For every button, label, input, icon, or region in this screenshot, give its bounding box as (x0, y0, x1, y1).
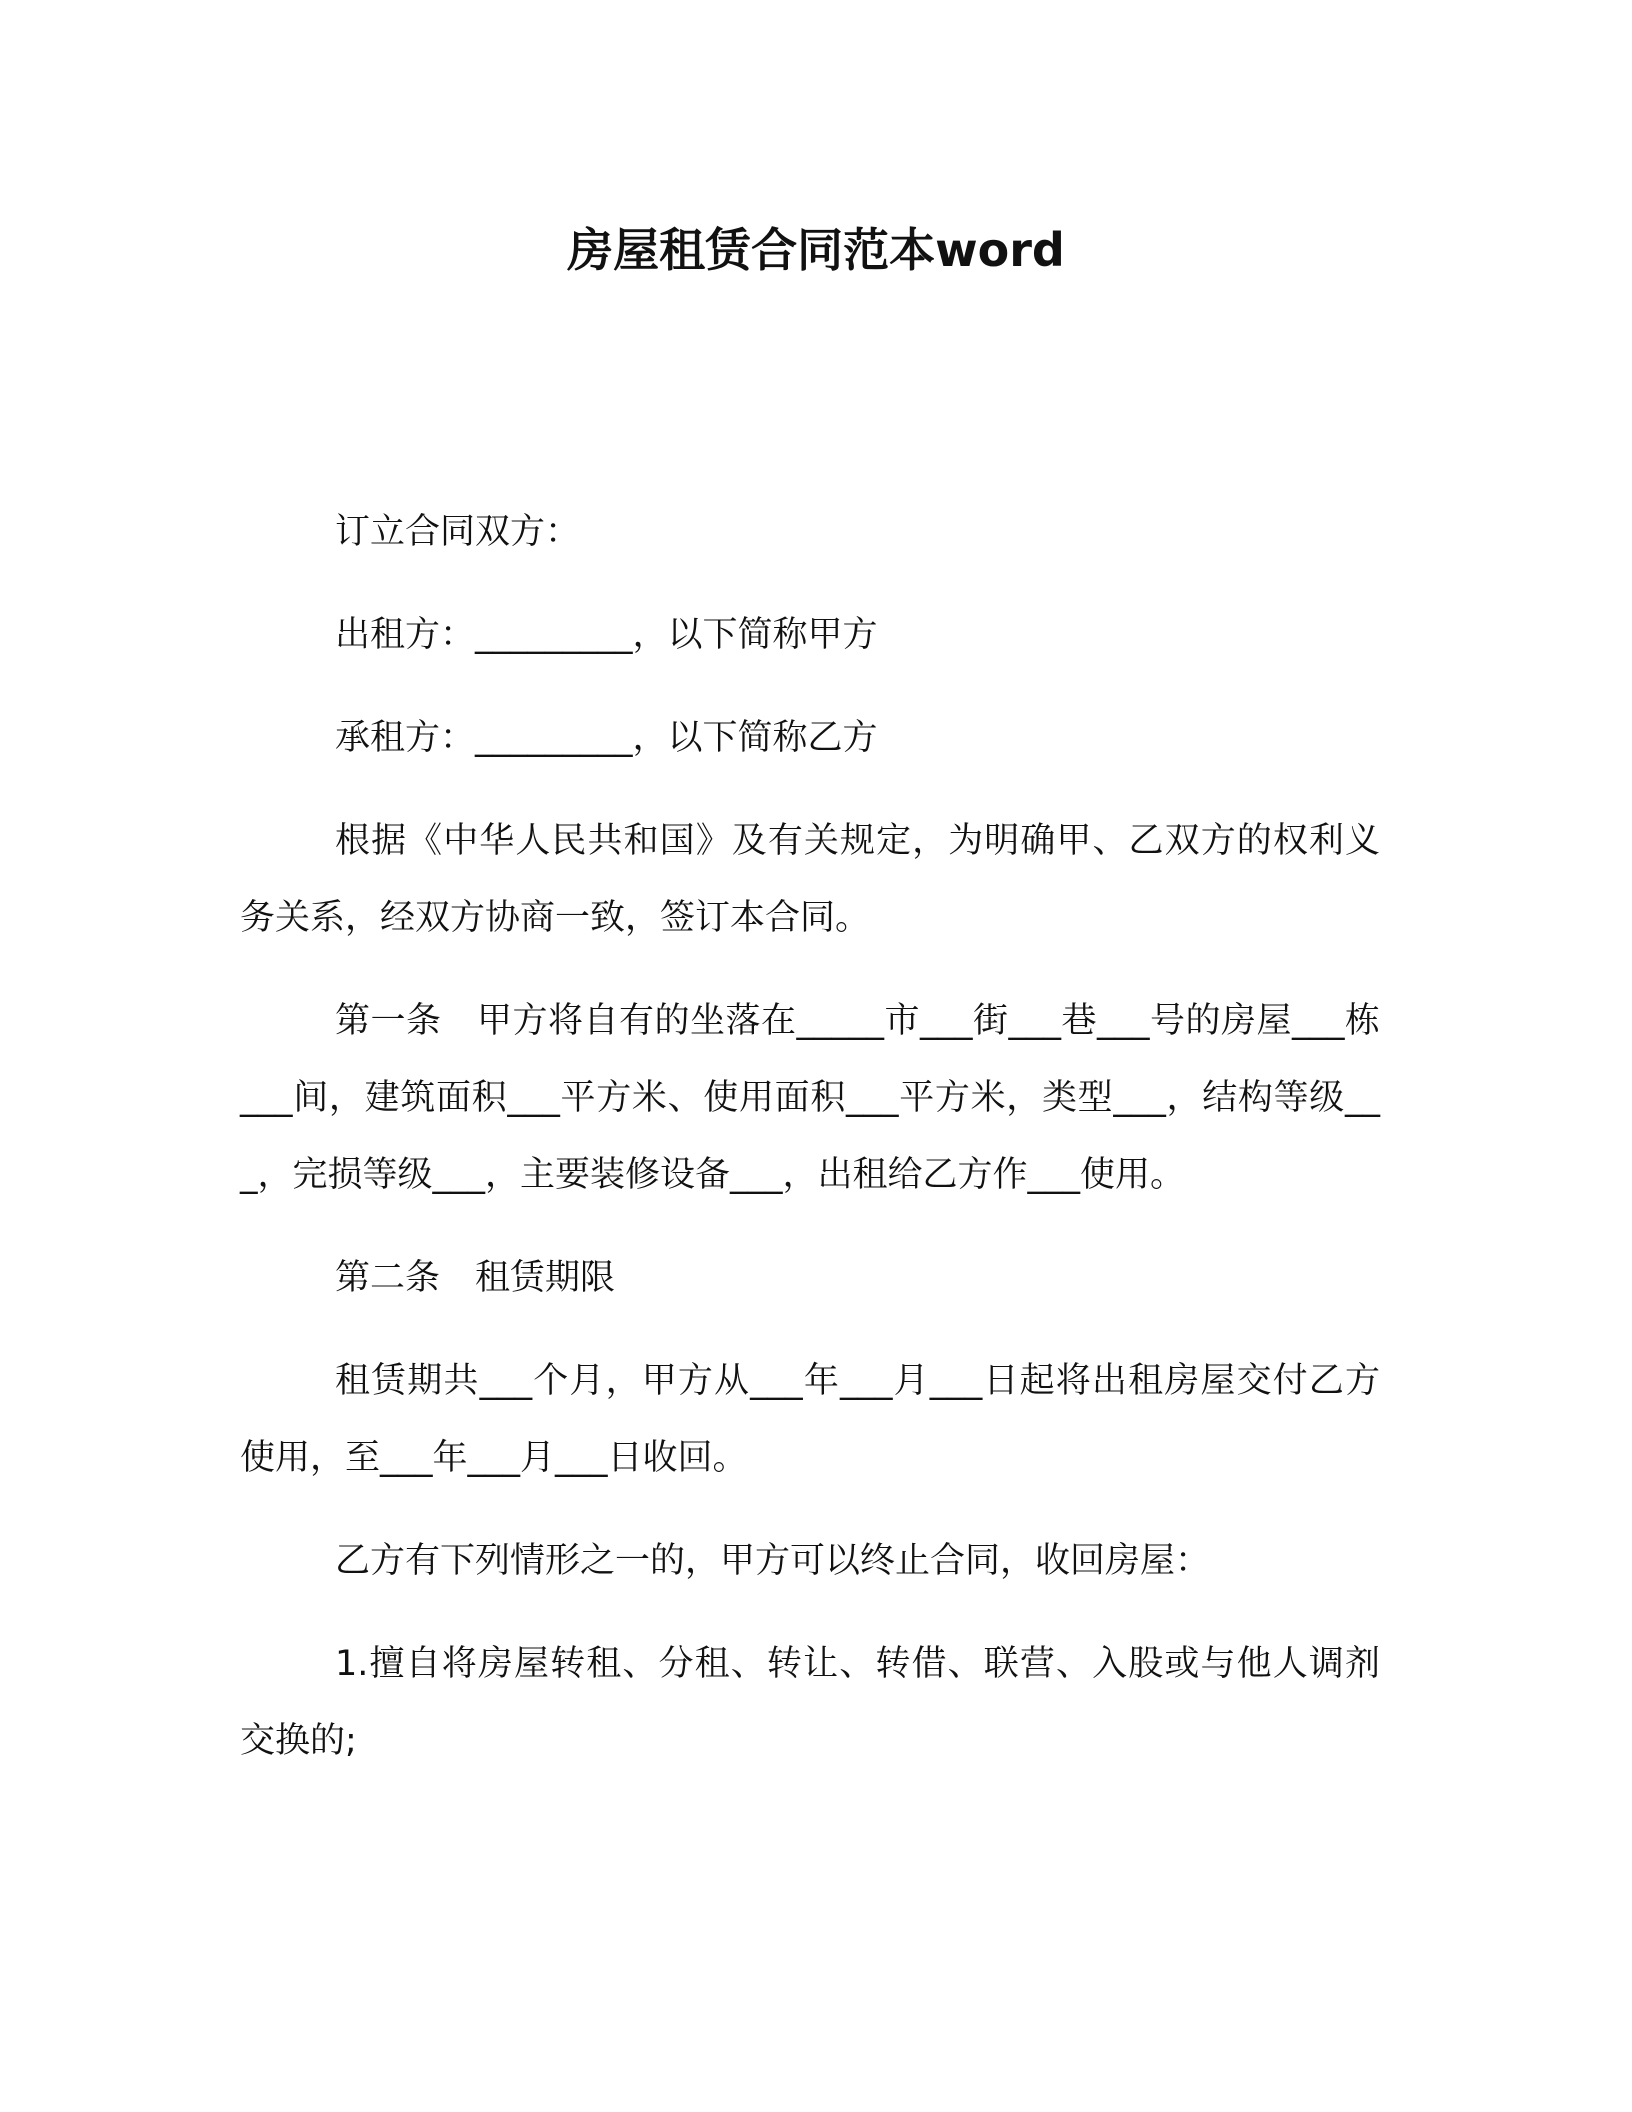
paragraph-article-1: 第一条 甲方将自有的坐落在_____市___街___巷___号的房屋___栋___间，建筑面积___平方米、使用面积___平方米，类型___，结构等级___，完损等级___，主要装修设备___，出租给乙方作___使用。 (240, 1001, 1380, 1195)
paragraph-condition-1: 1.擅自将房屋转租、分租、转让、转借、联营、入股或与他人调剂交换的; (240, 1644, 1380, 1761)
paragraph-article-2-heading: 第二条 租赁期限 (335, 1258, 616, 1298)
paragraph-parties-intro: 订立合同双方： (335, 512, 581, 552)
paragraph-lease-term: 租赁期共___个月，甲方从___年___月___日起将出租房屋交付乙方使用，至___年___月___日收回。 (240, 1361, 1380, 1478)
paragraph-termination-conditions: 乙方有下列情形之一的，甲方可以终止合同，收回房屋： (335, 1541, 1211, 1581)
paragraph-lessor: 出租方：_________，以下简称甲方 (335, 615, 878, 655)
paragraph-basis: 根据《中华人民共和国》及有关规定，为明确甲、乙双方的权利义务关系，经双方协商一致，签订本合同。 (240, 821, 1380, 938)
document-body (240, 494, 1380, 1806)
paragraph-lessee: 承租方：_________，以下简称乙方 (335, 718, 878, 758)
document-title: 房屋租赁合同范本word (567, 223, 1065, 277)
